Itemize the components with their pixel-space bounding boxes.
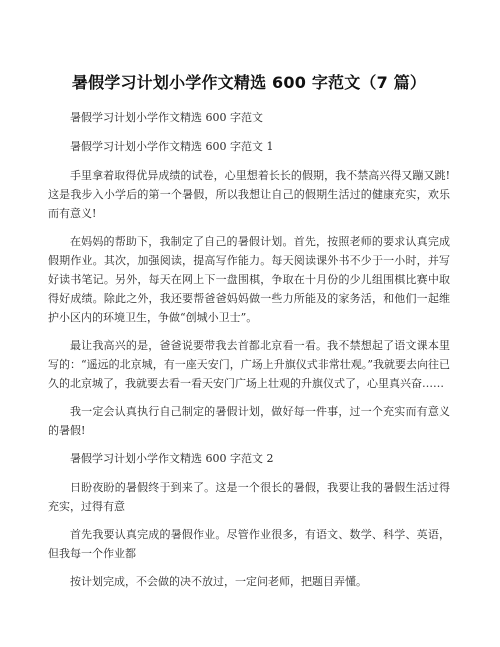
document-title: 暑假学习计划小学作文精选 600 字范文（7 篇）	[71, 73, 427, 92]
section-heading-1: 暑假学习计划小学作文精选 600 字范文 1	[70, 140, 274, 153]
body-paragraph: 我一定会认真执行自己制定的暑假计划，做好每一件事，过一个充实而有意义的暑假!	[48, 405, 450, 437]
body-paragraph: 在妈妈的帮助下，我制定了自己的暑假计划。首先，按照老师的要求认真完成假期作业。其次，加强阅读，提高写作能力。每天阅读课外书不少于一小时，并写好读书笔记。另外，每天在网上下一盘围棋，争取在十月份的少儿组围棋比赛中取得好成绩。除此之外，我还要帮爸爸妈妈做一些力所能及的家务活，和他们一起维护小区内的环境卫生，争做“创城小卫士”。	[48, 235, 450, 324]
body-paragraph: 按计划完成，不会做的决不放过，一定问老师，把题目弄懂。	[70, 575, 367, 588]
body-paragraph: 最让我高兴的是，爸爸说要带我去首都北京看一看。我不禁想起了语文课本里写的：“遥远的北京城，有一座天安门，广场上升旗仪式非常壮观。”我就要去向往已久的北京城了，我就要去看一看天安门广场上壮观的升旗仪式了，心里真兴奋……	[48, 339, 450, 390]
subtitle-paragraph: 暑假学习计划小学作文精选 600 字范文	[70, 111, 263, 124]
body-paragraph: 日盼夜盼的暑假终于到来了。这是一个很长的暑假，我要让我的暑假生活过得充实，过得有意	[48, 481, 450, 513]
body-paragraph: 手里拿着取得优异成绩的试卷，心里想着长长的假期，我不禁高兴得又蹦又跳!这是我步入小学后的第一个暑假，所以我想让自己的假期生活过的健康充实，欢乐而有意义!	[48, 169, 450, 220]
body-paragraph: 首先我要认真完成的暑假作业。尽管作业很多，有语文、数学、科学、英语，但我每一个作业都	[48, 528, 450, 560]
section-heading-2: 暑假学习计划小学作文精选 600 字范文 2	[70, 452, 274, 465]
